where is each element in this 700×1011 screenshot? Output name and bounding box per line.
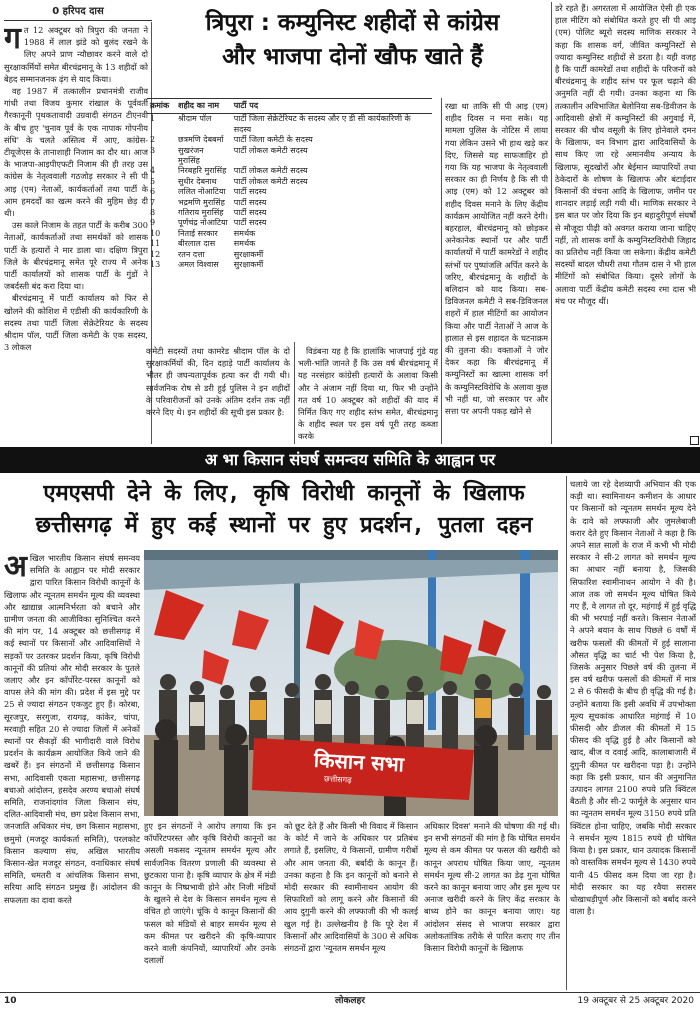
section-banner: अ भा किसान संघर्ष समन्वय समिति के आह्वान पर <box>0 447 700 473</box>
article-tripura-col1 <box>4 24 148 442</box>
article-tripura-col5 <box>555 2 696 424</box>
serial-number-cell: 11 <box>150 239 161 249</box>
serial-number-cell: 13 <box>150 260 161 270</box>
column-header: क्रमांक <box>147 99 175 114</box>
martyr-name-cell: श्रीदाम पॉल <box>178 114 212 124</box>
party-post-cell: पार्टी सदस्य <box>233 197 267 207</box>
martyr-name-cell: निरबहरि मुरासिंह <box>178 166 227 176</box>
article-chhattisgarh-col2 <box>144 820 276 990</box>
article-chhattisgarh-col4 <box>424 820 560 990</box>
martyr-name-cell: बीरलाल दास <box>178 239 216 249</box>
photo-banner-small-text: छत्तीसगढ़ <box>323 774 352 785</box>
article-chhattisgarh-col1 <box>4 552 140 990</box>
martyrs-table <box>147 98 432 271</box>
party-post-cell: पार्टी लोकल कमेटी सदस्य <box>233 166 308 176</box>
table-header-row <box>147 99 432 114</box>
party-post-cell: समर्थक <box>233 239 256 249</box>
table-row <box>147 239 432 249</box>
serial-number-cell: 12 <box>150 249 161 259</box>
martyr-name-cell: सुखरंजन मुरासिंह <box>178 145 204 166</box>
party-post-cell: सुरक्षाकर्मी <box>233 249 264 259</box>
party-post-cell: पार्टी सदस्य <box>233 218 267 228</box>
martyr-name-cell: अमल विश्वास <box>178 260 219 270</box>
headline-tripura-line1: त्रिपुरा : कम्युनिस्ट शहीदों से कांग्रेस <box>205 10 500 36</box>
dropcap: ग <box>4 24 21 56</box>
party-post-cell: सुरक्षाकर्मी <box>233 260 264 270</box>
martyr-name-cell: निताई सरकार <box>178 228 218 238</box>
serial-number-cell: 6 <box>150 187 156 197</box>
serial-number-cell: 10 <box>150 228 161 238</box>
article-tripura-col4 <box>445 100 548 442</box>
column-rule <box>441 98 442 444</box>
party-post-cell: पार्टी जिला सेक्रेटेरियट के सदस्य और ए डी सी कार्यकारिणी के सदस्य <box>233 114 411 134</box>
serial-number-cell: 4 <box>150 166 156 176</box>
table-row <box>147 198 432 208</box>
column-header: शहीद का नाम <box>175 99 231 114</box>
table-row <box>147 187 432 197</box>
article-chhattisgarh-col3 <box>284 820 418 990</box>
headline-chhattisgarh-line2: छत्तीसगढ़ में हुए कई स्थानों पर हुए प्रदर्शन, पुतला दहन <box>35 513 533 538</box>
paragraph: बीरचंद्रमानू में पार्टी कार्यालय को फिर से खोलने की कोशिश में एडीसी की कार्यकारिणी के सदस्य तथा पार्टी जिला सेक्रेटेरियट के सदस्य श्रीदाम पॉल, पार्टी जिला कमेटी के एक सदस्य, 3 लोकल <box>4 293 148 353</box>
serial-number-cell: 8 <box>150 208 156 218</box>
serial-number-cell: 7 <box>150 197 156 207</box>
protest-photo <box>144 550 558 816</box>
paragraph: त 12 अक्टूबर को त्रिपुरा की जनता ने 1988 में लाल झंडे को बुलंद रखने के लिए अपने प्राण न्यौछावर करने वाले दो सुरक्षाकर्मियों समेत बीरचंद्रमानू के 13 शहीदों को बेहद सम्मानजनक ढ़ंग से याद किया। <box>4 25 148 84</box>
paragraph: उस काले निजाम के तहत पार्टी के करीब 300 नेताओं, कार्यकर्ताओं तथा समर्थकों को शासक पार्टी के हत्यारों ने मार डाला था। दक्षिण त्रिपुरा जिले के बीरचंद्रमानू समेत पूरे राज्य में अनेक पार्टी कार्यालयों को शासक पार्टी के गुंडों ने जबर्दस्ती बंद करा दिया था। <box>4 220 148 292</box>
dropcap: अ <box>4 552 27 584</box>
martyr-name-cell: ललित नोआटिया <box>178 187 226 197</box>
column-rule <box>551 2 552 444</box>
martyr-name-cell: सुधीर देबनाथ <box>178 176 217 186</box>
table-row <box>147 135 432 145</box>
martyr-name-cell: पूर्णचंद्र नोआटिया <box>178 218 228 228</box>
byline: 0 हरिपद दास <box>4 4 152 21</box>
table-row <box>147 146 432 167</box>
paragraph: डरे रहते हैं। अगरतला में आयोजित ऐसी ही एक हाल मीटिंग को संबोधित करते हुए सी पी आइ (एम) पोलिट ब्यूरो सदस्य माणिक सरकार ने कहा कि शासक वर्ग, जीवित कम्युनिस्टों से ज्यादा कम्युनिस्ट शहीदों से डरता है। यही वजह है कि पार्टी कामरेडों तथा शहीदों के परिजनों को बीरचंद्रमानू के शहीद स्तंभ पर फूल चढ़ाने की अनुमति नहीं दी गयी। उनका कहना था कि तत्कालीन अविभाजित बेलोनिया सब-डिवीजन के आदिवासी क्षेत्रों में कम्युनिस्टों की अगुवाई में, सरकार की चौथ वसूली के लिए होनेवाले दमन के खिलाफ, वन विभाग द्वारा आदिवासियों के साथ किए जा रहे अमानवीय अन्याय के खिलाफ, सूदखोरों और बेईमान व्यापारियों तथा ठेकेदारों के शोषण के खिलाफ और बंटाईदार किसानों की वंचना आदि के खिलाफ, जमीन पर शानदार लड़ाई लड़ी गयी थी। माणिक सरकार ने इस बात पर जोर दिया कि इन बहादुरीपूर्ण संघर्षों से मौजूदा पीढ़ी को अवगत कराया जाना चाहिए नहीं, तो शासक वर्गों के कम्युनिस्टविरोधी जिहाद का प्रतिरोध नहीं किया जा सकेगा। केंद्रीय कमेटी सदस्यों बादल चौधरी तथा गौतम दास ने भी हाल मीटिंगों को संबोधित किया। दूसरे लोगों के अलावा पार्टी केंद्रीय कमेटी सदस्य रमा दास भी मंच पर मौजूद थीं। <box>555 3 696 306</box>
publication-name: लोकलहर <box>335 996 365 1006</box>
paragraph: रखा था ताकि सी पी आइ (एम) शहीद दिवस न मना सके। यह मामला पुलिस के नोटिस में लाया गया लेकिन उसने भी हाथ खड़े कर दिए, जिससे यह साफजाहिर हो गया कि यह भाजपा के नेतृत्ववाली सरकार का ही निर्णय है कि सी पी आइ (एम) को 12 अक्टूबर को शहीद दिवस मनाने के लिए केंद्रीय कार्यक्रम आयोजित नहीं करने देगी। बहरहाल, बीरचंद्रमानू को छोड़कर अनेकानेक स्थानों पर और पार्टी कार्यालयों में पार्टी कामरेडों ने शहीद स्तंभों पर पुष्पांजलि अर्पित करने के जरिए, बीरचंद्रमानू के शहीदों के बलिदान को याद किया। सब-डिविजनल कमेटी ने सब-डिविजनल शहरों में हाल मीटिंगों का आयोजन किया और पार्टी नेताओं ने आज के हालात से इस शहादत के घटनाक्रम की तुलना की। वक्ताओं ने जोर देकर कहा कि बीरचंद्रमानू में कम्युनिस्टों का खात्मा शासक वर्ग के कम्युनिस्टविरोधि के अलावा कुछ भी नहीं था, जो सरकार पर और सत्ता पर अपनी पकड़ खोने से <box>445 101 548 417</box>
paragraph: खिल भारतीय किसान संघर्ष समन्वय समिति के आह्वान पर मोदी सरकार द्वारा पारित किसान विरोधी कानूनों के खिलाफ और न्यूनतम समर्थन मूल्य की व्यवस्था और खाद्यान्न आत्मनिर्भरता को बचाने और ग्रामीण जनता की आजीविका सुनिश्चित करने की मांग पर, 14 अक्टूबर को छत्तीसगढ़ में कई स्थानों पर किसानों और आदिवासियों ने सड़कों पर उतरकर प्रदर्शन किया, कृषि विरोधी कानूनों की प्रतियां और मोदी सरकार के पुतले जलाए और इन कॉर्पोरेट-परस्त कानूनों को वापस लेने की मांग की। प्रदेश में इस मुद्दे पर 25 से ज्यादा संगठन एकजुट हुए हैं। कोरबा, सूरजपुर, सरगुजा, रायगढ़, कांकेर, चांपा, मरवाही सहित 20 से ज्यादा जिलों में अनेकों स्थानों पर सैकड़ों की भागीदारी वाले विरोध प्रदर्शन के कार्यक्रम आयोजित किये जाने की खबरें हैं। इन संगठनों में छत्तीसगढ़ किसान सभा, आदिवासी एकता महासभा, छत्तीसगढ़ बचाओ आंदोलन, हसदेव अरण्य बचाओ संघर्ष समिति, राजनांदगांव जिला किसान संघ, दलित-आदिवासी मंच, छग प्रदेश किसान सभा, जनजाति अधिकार मंच, छग किसान महासभा, छमुमो (मजदूर कार्यकर्ता समिति), परलकोट किसान कल्याण संघ, अखिल भारतीय किसान-खेत मजदूर संगठन, वनाधिकार संघर्ष समिति, धमतरी व आंचलिक किसान सभा, सरिया आदि संगठन प्रमुख हैं। आंदोलन की सफलता का दावा करते <box>4 553 140 905</box>
article-tripura-col3-bottom <box>298 345 438 443</box>
table-row <box>147 114 432 135</box>
serial-number-cell: 5 <box>150 176 156 186</box>
headline-chhattisgarh-line1: एमएसपी देने के लिए, कृषि विरोधी कानूनों के खिलाफ <box>43 481 525 506</box>
party-post-cell: पार्टी लोकल कमेटी सदस्य <box>233 145 308 155</box>
serial-number-cell: 9 <box>150 218 156 228</box>
headline-tripura <box>160 6 545 74</box>
photo-banner-text: किसान सभा <box>313 747 405 777</box>
paragraph: को छूट देते हैं और किसी भी विवाद में किसान के कोर्ट में जाने के अधिकार पर प्रतिबंध लगाते हैं, इसलिए, ये किसानों, ग्रामीण गरीबों और आम जनता की, बर्बादी के कानून हैं। उनका कहना है कि इन कानूनों को बनाने से मोदी सरकार की स्वामीनाथन आयोग की सिफारिशों को लागू करने और किसानों की आय दुगुनी करने की लफ्फाजी की भी कलई खुल गई है। उल्लेखनीय है कि पूरे देश में किसानों और आदिवासियों के 300 से अधिक संगठनों द्वारा 'न्यूनतम समर्थन मूल्य <box>284 821 418 954</box>
headline-tripura-line2: और भाजपा दोनों खौफ खाते हैं <box>222 44 483 70</box>
party-post-cell: समर्थक <box>233 228 256 238</box>
serial-number-cell: 1 <box>150 114 156 124</box>
serial-number-cell: 3 <box>150 145 156 155</box>
paragraph: वह 1987 में तत्कालीन प्रधानमंत्री राजीव गांधी तथा विजय कुमार रांखाल के पूर्ववर्ती गैरकानूनी पृथकतावादी उग्रवादी संगठन टीएनवी के बीच हुए 'चुनाव पूर्व के एक नापाक गोपनीय संधि' के चलते अस्तित्व में आए, कांग्रेस-टीयूजेएस के तानाशाही निजाम का दौर था। आज के भाजपा-आइपीएफटी निजाम की ही तरह उस कांग्रेस के नेतृत्ववाली गठजोड़ सरकार ने सी पी आइ (एम) नेताओं, कार्यकर्ताओं तथा पार्टी के आम हमदर्दों का खत्म करने की मुहिम छेड़ दी थी। <box>4 86 148 219</box>
paragraph: कमेटी सदस्यों तथा कामरेड श्रीदाम पॉल के दो सुरक्षाकर्मियों की, दिन दहाड़े पार्टी कार्यालय के भीतर ही जघन्यतापूर्वक हत्या कर दी गयी थी। सार्वजनिक रोष से डरी हुई पुलिस ने इन शहीदों के परिवारीजनों को उनके अंतिम दर्शन तक नहीं करने दिए थे। इन शहीदों की सूची इस प्रकार है: <box>146 346 290 418</box>
party-post-cell: पार्टी जिला कमेटी के सदस्य <box>233 135 313 145</box>
party-post-cell: पार्टी लोकल कमेटी सदस्य <box>233 176 308 186</box>
page-number: 10 <box>4 996 17 1006</box>
column-rule <box>566 476 567 990</box>
table-row <box>147 250 432 260</box>
martyr-name-cell: गतिराय मुरासिंह <box>178 208 224 218</box>
martyr-name-cell: भद्रमणि मुरासिंह <box>178 197 225 207</box>
headline-chhattisgarh <box>6 478 562 542</box>
article-tripura-col2-bottom <box>146 345 290 443</box>
table-row <box>147 260 432 270</box>
party-post-cell: पार्टी सदस्य <box>233 187 267 197</box>
table-row <box>147 177 432 187</box>
serial-number-cell: 2 <box>150 135 156 145</box>
column-header: पार्टी पद <box>231 99 432 114</box>
paragraph: अधिकार दिवस' मनाने की घोषणा की गई थी। इन सभी संगठनों की मांग है कि घोषित समर्थन मूल्य से कम कीमत पर फसल की खरीदी को कानून अपराध घोषित किया जाए, न्यूनतम समर्थन मूल्य सी-2 लागत का डेढ़ गुना घोषित करने का कानून बनाया जाए और इस मूल्य पर अनाज खरीदी करने के लिए केंद्र सरकार के बाध्य होने का कानून बनाया जाए। यह आंदोलन संसद से भाजपा सरकार द्वारा अलोकतांत्रिक तरीके से पारित कराए गए तीन किसान विरोधी कानूनों के खिलाफ <box>424 821 560 954</box>
issue-date: 19 अक्टूबर से 25 अक्टूबर 2020 <box>577 996 694 1006</box>
table-row <box>147 208 432 218</box>
martyr-name-cell: रतन दत्ता <box>178 249 205 259</box>
paragraph: विडंबना यह है कि हालांकि भाजपाई गुंडे यह भली-भांति जानते हैं कि उस वर्ष बीरचंद्रमानू में यह नरसंहार कांग्रेसी हत्यारों के अलावा किसी और ने अंजाम नहीं दिया था, फिर भी उन्होंने गत वर्ष 10 अक्टूबर को शहीदों की याद में निर्मित किए गए शहीद स्तंभ समेत, बीरचंद्रमानू के शहीद स्थल पर इस वर्ष पूरी तरह कब्जा करके <box>298 346 438 442</box>
paragraph: चलाये जा रहे देशव्यापी अभियान की एक कड़ी था। स्वामिनाथन कमीशन के आधार पर किसानों को न्यूनतम समर्थन मूल्य देने के दावे को लफ्फाजी और जुमलेबाजी करार देते हुए किसान नेताओं ने कहा है कि अपने सात सालों के राज में कभी भी मोदी सरकार ने सी-2 लागत को समर्थन मूल्य का आधार नहीं बनाया है, जिसकी सिफारिश स्वामीनाथन आयोग ने की है। आज तक जो समर्थन मूल्य घोषित किये गए हैं, वे लागत तो दूर, महंगाई में हुई वृद्धि की भी भरपाई नहीं करते। किसान नेताओं ने अपने बयान के साथ पिछले 6 वर्षों में खरीफ फसलों की कीमतों में हुई सालाना औसत वृद्धि का चार्ट भी पेश किया है, जिसके अनुसार पिछले वर्ष की तुलना में इस वर्ष खरीफ फसलों की कीमतों में मात्र 2 से 6 फीसदी के बीच ही वृद्धि की गई है। उन्होंने बताया कि इसी अवधि में उपभोक्ता मूल्य सूचकांक आधारित महंगाई में 10 फीसदी और डीजल की कीमतों में 15 फीसद की वृद्धि हुई है और किसानों को खाद, बीज व दवाई आदि, कालाबाजारी में दुगुनी कीमत पर खरीदना पड़ा है। उन्होंने कहा कि इसी प्रकार, धान की अनुमानित उत्पादन लागत 2100 रुपये प्रति क्विंटल बैठती है और सी-2 फार्मूले के अनुसार धान का न्यूनतम समर्थन मूल्य 3150 रुपये प्रति क्विंटल होना चाहिए, जबकि मोदी सरकार ने समर्थन मूल्य 1815 रुपये ही घोषित किया है। इस प्रकार, धान उत्पादक किसानों को वास्तविक समर्थन मूल्य से 1430 रुपये यानी 45 फीसद कम दिया जा रहा है। मोदी सरकार का यह रवैया सरासर धोखाधड़ीपूर्ण और किसानों को बर्बाद करने वाला है। <box>570 479 696 917</box>
table-row <box>147 166 432 176</box>
paragraph: हुए इन संगठनों ने आरोप लगाया कि इन कॉर्पोरेटपरस्त और कृषि विरोधी कानूनों का असली मकसद न्यूनतम समर्थन मूल्य और सार्वजनिक वितरण प्रणाली की व्यवस्था से छुटकारा पाना है। कृषि व्यापार के क्षेत्र में मंडी कानून के निष्प्रभावी होने और निजी मंडियों के खुलने से देश के किसान समर्थन मूल्य से वंचित हो जाएंगे। चूंकि ये कानून किसानों की फसल को मंडियों से बाहर समर्थन मूल्य से कम कीमत पर खरीदने की कृषि-व्यापार करने वाली कंपनियों, व्यापारियों और उनके दलालों <box>144 821 276 966</box>
page-footer <box>0 992 700 1011</box>
table-row <box>147 229 432 239</box>
article-chhattisgarh-col5 <box>570 478 696 990</box>
party-post-cell: पार्टी सदस्य <box>233 208 267 218</box>
martyr-name-cell: छत्रमणि देबबर्मा <box>178 135 224 145</box>
column-rule <box>294 342 295 444</box>
table-row <box>147 218 432 228</box>
